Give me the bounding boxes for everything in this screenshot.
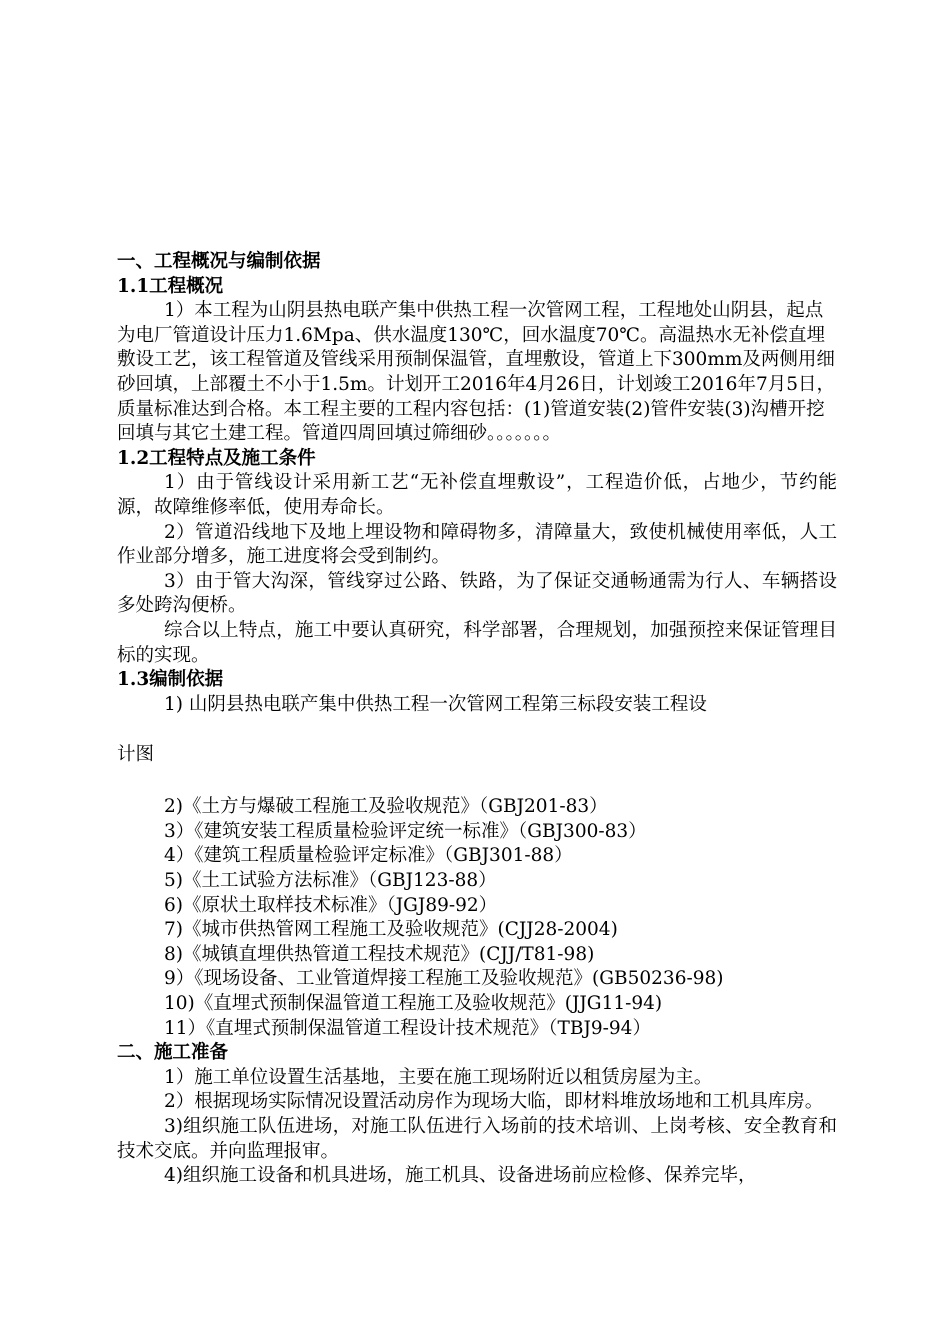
reference-item: 2)《土方与爆破工程施工及验收规范》（GBJ201-83）: [164, 796, 608, 818]
reference-item: 3）《建筑安装工程质量检验评定统一标准》（GBJ300-83）: [164, 820, 647, 842]
paragraph: 3)组织施工队伍进场，对施工队伍进行入场前的技术培训、上岗考核、安全教育和技术交底。并向监理报审。: [117, 1116, 837, 1162]
paragraph: 2）根据现场实际情况设置活动房作为现场大临，即材料堆放场地和工机具库房。: [164, 1091, 824, 1113]
paragraph: 1）本工程为山阴县热电联产集中供热工程一次管网工程，工程地处山阴县，起点为电厂管道设计压力1.6Mpa、供水温度130℃，回水温度70℃。高温热水无补偿直埋敷设工艺，该工程管道及管线采用预制保温管，直埋敷设，管道上下300mm及两侧用细砂回填，上部覆土不小于1.5m。计划开工2016年4月26日，计划竣工2016年7月5日，质量标准达到合格。本工程主要的工程内容包括：(1)管道安装(2)管件安装(3)沟槽开挖回填与其它土建工程。管道四周回填过筛细砂。。。。。。。: [117, 300, 835, 445]
paragraph: 综合以上特点，施工中要认真研究，科学部署，合理规划，加强预控来保证管理目标的实现。: [117, 619, 837, 666]
paragraph: 2）管道沿线地下及地上埋设物和障碍物多，清障量大，致使机械使用率低，人工作业部分增多，施工进度将会受到制约。: [117, 521, 837, 568]
subsection-heading: 1.1工程概况: [117, 275, 224, 297]
reference-item: 5)《土工试验方法标准》（GBJ123-88）: [164, 870, 497, 892]
reference-item: 4）《建筑工程质量检验评定标准》（GBJ301-88）: [164, 845, 573, 867]
reference-item-continuation: 计图: [117, 744, 155, 766]
document-body: [117, 250, 837, 1189]
reference-item: 10)《直埋式预制保温管道工程施工及验收规范》(JJG11-94): [164, 993, 663, 1015]
section-heading: 二、施工准备: [117, 1042, 229, 1064]
reference-item: 1) 山阴县热电联产集中供热工程一次管网工程第三标段安装工程设: [164, 693, 707, 715]
section-heading: 一、工程概况与编制依据: [117, 251, 321, 272]
paragraph: 3）由于管大沟深，管线穿过公路、铁路，为了保证交通畅通需为行人、车辆搭设多处跨沟便桥。: [117, 570, 837, 617]
subsection-heading: 1.2工程特点及施工条件: [117, 447, 316, 469]
paragraph: 4)组织施工设备和机具进场，施工机具、设备进场前应检修、保养完毕，: [164, 1165, 757, 1187]
paragraph: 1）施工单位设置生活基地，主要在施工现场附近以租赁房屋为主。: [164, 1066, 713, 1088]
reference-item: 6)《原状土取样技术标准》（JGJ89-92）: [164, 894, 498, 916]
subsection-heading: 1.3编制依据: [117, 669, 224, 691]
reference-item: 11）《直埋式预制保温管道工程设计技术规范》（TBJ9-94）: [164, 1017, 651, 1039]
paragraph: 1）由于管线设计采用新工艺“无补偿直埋敷设”，工程造价低，占地少，节约能源，故障维修率低，使用寿命长。: [117, 472, 837, 518]
reference-item: 7)《城市供热管网工程施工及验收规范》(CJJ28-2004): [164, 919, 618, 941]
reference-item: 8)《城镇直埋供热管道工程技术规范》(CJJ/T81-98): [164, 943, 595, 965]
reference-item: 9）《现场设备、工业管道焊接工程施工及验收规范》(GB50236-98): [164, 968, 724, 990]
